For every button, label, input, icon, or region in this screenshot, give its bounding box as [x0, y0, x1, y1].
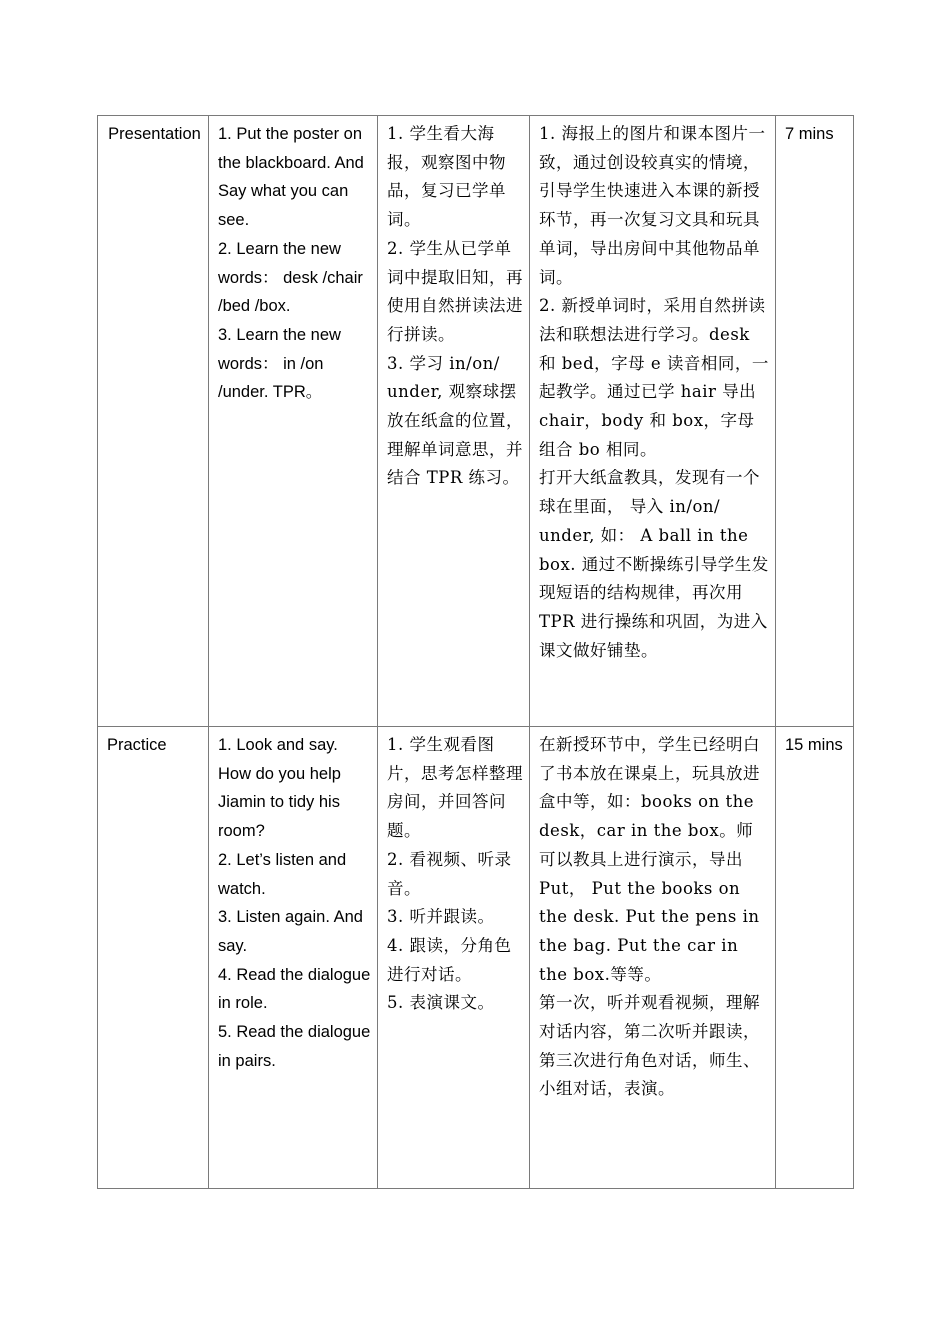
phase-cell: [98, 727, 209, 1189]
student-step: 2. 看视频、听录音。: [387, 849, 512, 898]
time-label: 15 mins: [785, 736, 843, 754]
teacher-step: 5. Read the dialogue in pairs.: [218, 1023, 371, 1070]
time-cell: [776, 727, 854, 1189]
student-step: 5. 表演课文。: [387, 993, 495, 1013]
time-cell: [776, 116, 854, 727]
teacher-step: 2. Let’s listen and watch.: [218, 850, 347, 898]
teacher-step: 2. Learn the new words： desk /chair /bed /box.: [218, 239, 363, 316]
phase-cell: [98, 116, 209, 727]
teacher-activity-cell: [209, 116, 378, 727]
purpose-paragraph: 在新授环节中，学生已经明白了书本放在课桌上，玩具放进盒中等，如：books on the desk，car in the box。师可以教具上进行演示，导出 Put， Put the books on the desk. Put the pens in the bag. Put the car in the box.等等。: [539, 735, 760, 984]
student-step: 3. 学习 in/on/ under, 观察球摆放在纸盒的位置，理解单词意思，并结合 TPR 练习。: [387, 353, 523, 488]
lesson-plan-table: [97, 115, 854, 1189]
table-row-presentation: [98, 116, 854, 727]
teacher-step: 1. Put the poster on the blackboard. And Say what you can see.: [218, 125, 364, 230]
student-step: 2. 学生从已学单词中提取旧知，再使用自然拼读法进行拼读。: [387, 238, 523, 344]
purpose-paragraph: 1. 海报上的图片和课本图片一致，通过创设较真实的情境，引导学生快速进入本课的新授环节，再一次复习文具和玩具单词，导出房间中其他物品单词。: [539, 124, 766, 287]
design-purpose-cell: [530, 116, 776, 727]
teacher-step: 3. Listen again. And say.: [218, 908, 363, 955]
student-activity-cell: [378, 727, 530, 1189]
teacher-step: 1. Look and say. How do you help Jiamin to tidy his room?: [218, 736, 341, 841]
table-row-practice: [98, 727, 854, 1189]
student-step: 1. 学生看大海报，观察图中物品，复习已学单词。: [387, 124, 506, 230]
student-step: 1. 学生观看图片，思考怎样整理房间，并回答问题。: [387, 735, 523, 841]
design-purpose-cell: [530, 727, 776, 1189]
student-step: 4. 跟读，分角色进行对话。: [387, 935, 512, 984]
purpose-paragraph: 第一次，听并观看视频，理解对话内容，第二次听并跟读，第三次进行角色对话，师生、小组对话，表演。: [539, 993, 760, 1099]
teacher-step: 3. Learn the new words： in /on /under. TPR。: [218, 325, 341, 402]
teacher-activity-cell: [209, 727, 378, 1189]
student-activity-cell: [378, 116, 530, 727]
phase-label: Presentation: [108, 125, 201, 143]
time-label: 7 mins: [785, 125, 834, 143]
teacher-step: 4. Read the dialogue in role.: [218, 965, 371, 1013]
phase-label: Practice: [107, 736, 167, 754]
student-step: 3. 听并跟读。: [387, 907, 495, 927]
purpose-paragraph: 打开大纸盒教具，发现有一个球在里面， 导入 in/on/ under, 如： A ball in the box. 通过不断操练引导学生发现短语的结构规律，再次用 TPR 进行操练和巩固，为进入课文做好铺垫。: [539, 468, 769, 660]
purpose-paragraph: 2. 新授单词时，采用自然拼读法和联想法进行学习。desk 和 bed，字母 e 读音相同，一起教学。通过已学 hair 导出 chair，body 和 box，字母组合 bo 相同。: [539, 296, 769, 459]
